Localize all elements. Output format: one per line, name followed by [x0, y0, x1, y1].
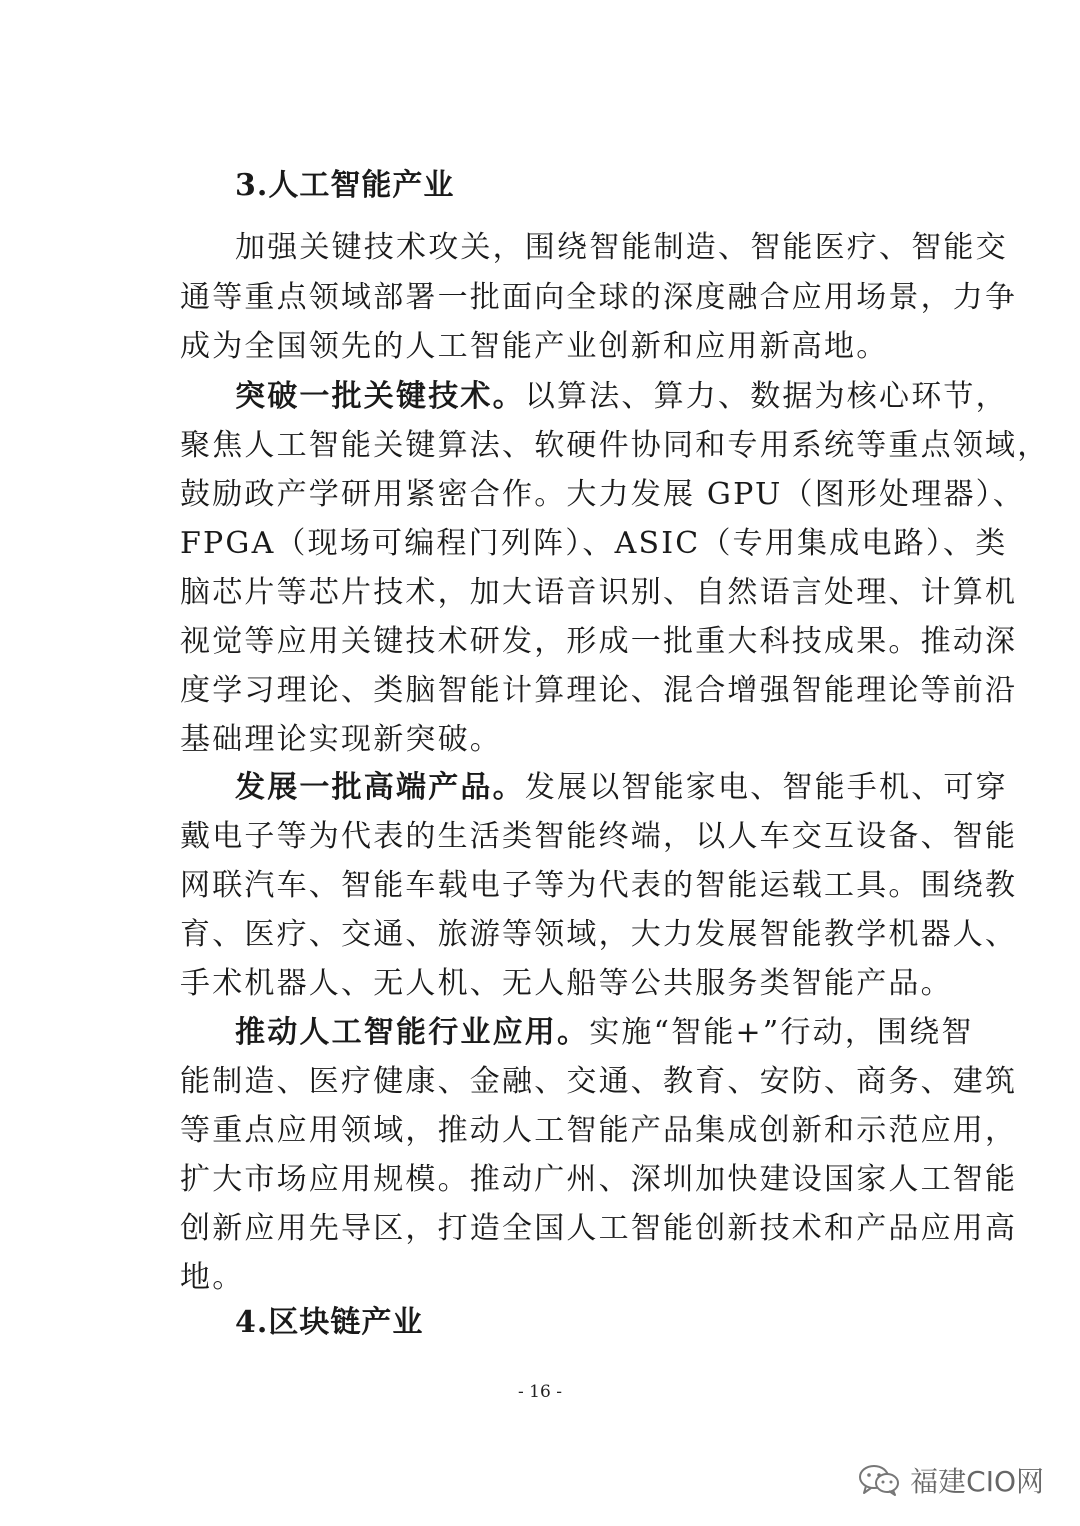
paragraph-line: 扩大市场应用规模。推动广州、深圳加快建设国家人工智能 — [180, 1162, 1018, 1197]
section-heading-ai: 3.人工智能产业 — [235, 168, 455, 203]
paragraph-lead: 发展一批高端产品。 — [235, 770, 525, 805]
paragraph-lead: 推动人工智能行业应用。 — [235, 1015, 590, 1050]
paragraph-line: 度学习理论、类脑智能计算理论、混合增强智能理论等前沿 — [180, 673, 1018, 708]
paragraph-line: 加强关键技术攻关，围绕智能制造、智能医疗、智能交 — [235, 230, 1008, 265]
paragraph-line: 脑芯片等芯片技术，加大语音识别、自然语言处理、计算机 — [180, 575, 1018, 610]
paragraph-line: 通等重点领域部署一批面向全球的深度融合应用场景，力争 — [180, 280, 1018, 315]
paragraph-line: 能制造、医疗健康、金融、交通、教育、安防、商务、建筑 — [180, 1064, 1018, 1099]
paragraph-line: 戴电子等为代表的生活类智能终端，以人车交互设备、智能 — [180, 819, 1018, 854]
paragraph-line: 手术机器人、无人机、无人船等公共服务类智能产品。 — [180, 966, 953, 1001]
paragraph-text: 实施“智能+”行动，围绕智 — [589, 1015, 974, 1050]
paragraph-line: 鼓励政产学研用紧密合作。大力发展 GPU（图形处理器）、 — [180, 477, 1026, 512]
paragraph-line: 网联汽车、智能车载电子等为代表的智能运载工具。围绕教 — [180, 868, 1018, 903]
paragraph-line: 成为全国领先的人工智能产业创新和应用新高地。 — [180, 329, 889, 364]
paragraph-line: 地。 — [180, 1260, 245, 1295]
paragraph-line: 育、医疗、交通、旅游等领域，大力发展智能教学机器人、 — [180, 917, 1018, 952]
page-number: - 16 - — [518, 1382, 562, 1402]
paragraph-line: 视觉等应用关键技术研发，形成一批重大科技成果。推动深 — [180, 624, 1018, 659]
paragraph-line: FPGA（现场可编程门列阵）、ASIC（专用集成电路）、类 — [180, 526, 1008, 561]
paragraph-line: 聚焦人工智能关键算法、软硬件协同和专用系统等重点领域， — [180, 428, 1050, 463]
paragraph-line — [235, 1013, 974, 1053]
paragraph-line: 创新应用先导区，打造全国人工智能创新技术和产品应用高 — [180, 1211, 1018, 1246]
paragraph-lead: 突破一批关键技术。 — [235, 379, 525, 414]
watermark-text: 福建CIO网 — [910, 1465, 1044, 1498]
watermark — [858, 1460, 1044, 1500]
paragraph-text: 以算法、算力、数据为核心环节， — [524, 379, 1008, 414]
paragraph-text: 发展以智能家电、智能手机、可穿 — [524, 770, 1008, 805]
wechat-icon — [858, 1463, 900, 1497]
paragraph-line — [235, 377, 1008, 417]
paragraph-line: 基础理论实现新突破。 — [180, 722, 502, 757]
section-heading-blockchain: 4.区块链产业 — [235, 1305, 424, 1340]
paragraph-line — [235, 768, 1008, 808]
paragraph-line: 等重点应用领域，推动人工智能产品集成创新和示范应用， — [180, 1113, 1018, 1148]
